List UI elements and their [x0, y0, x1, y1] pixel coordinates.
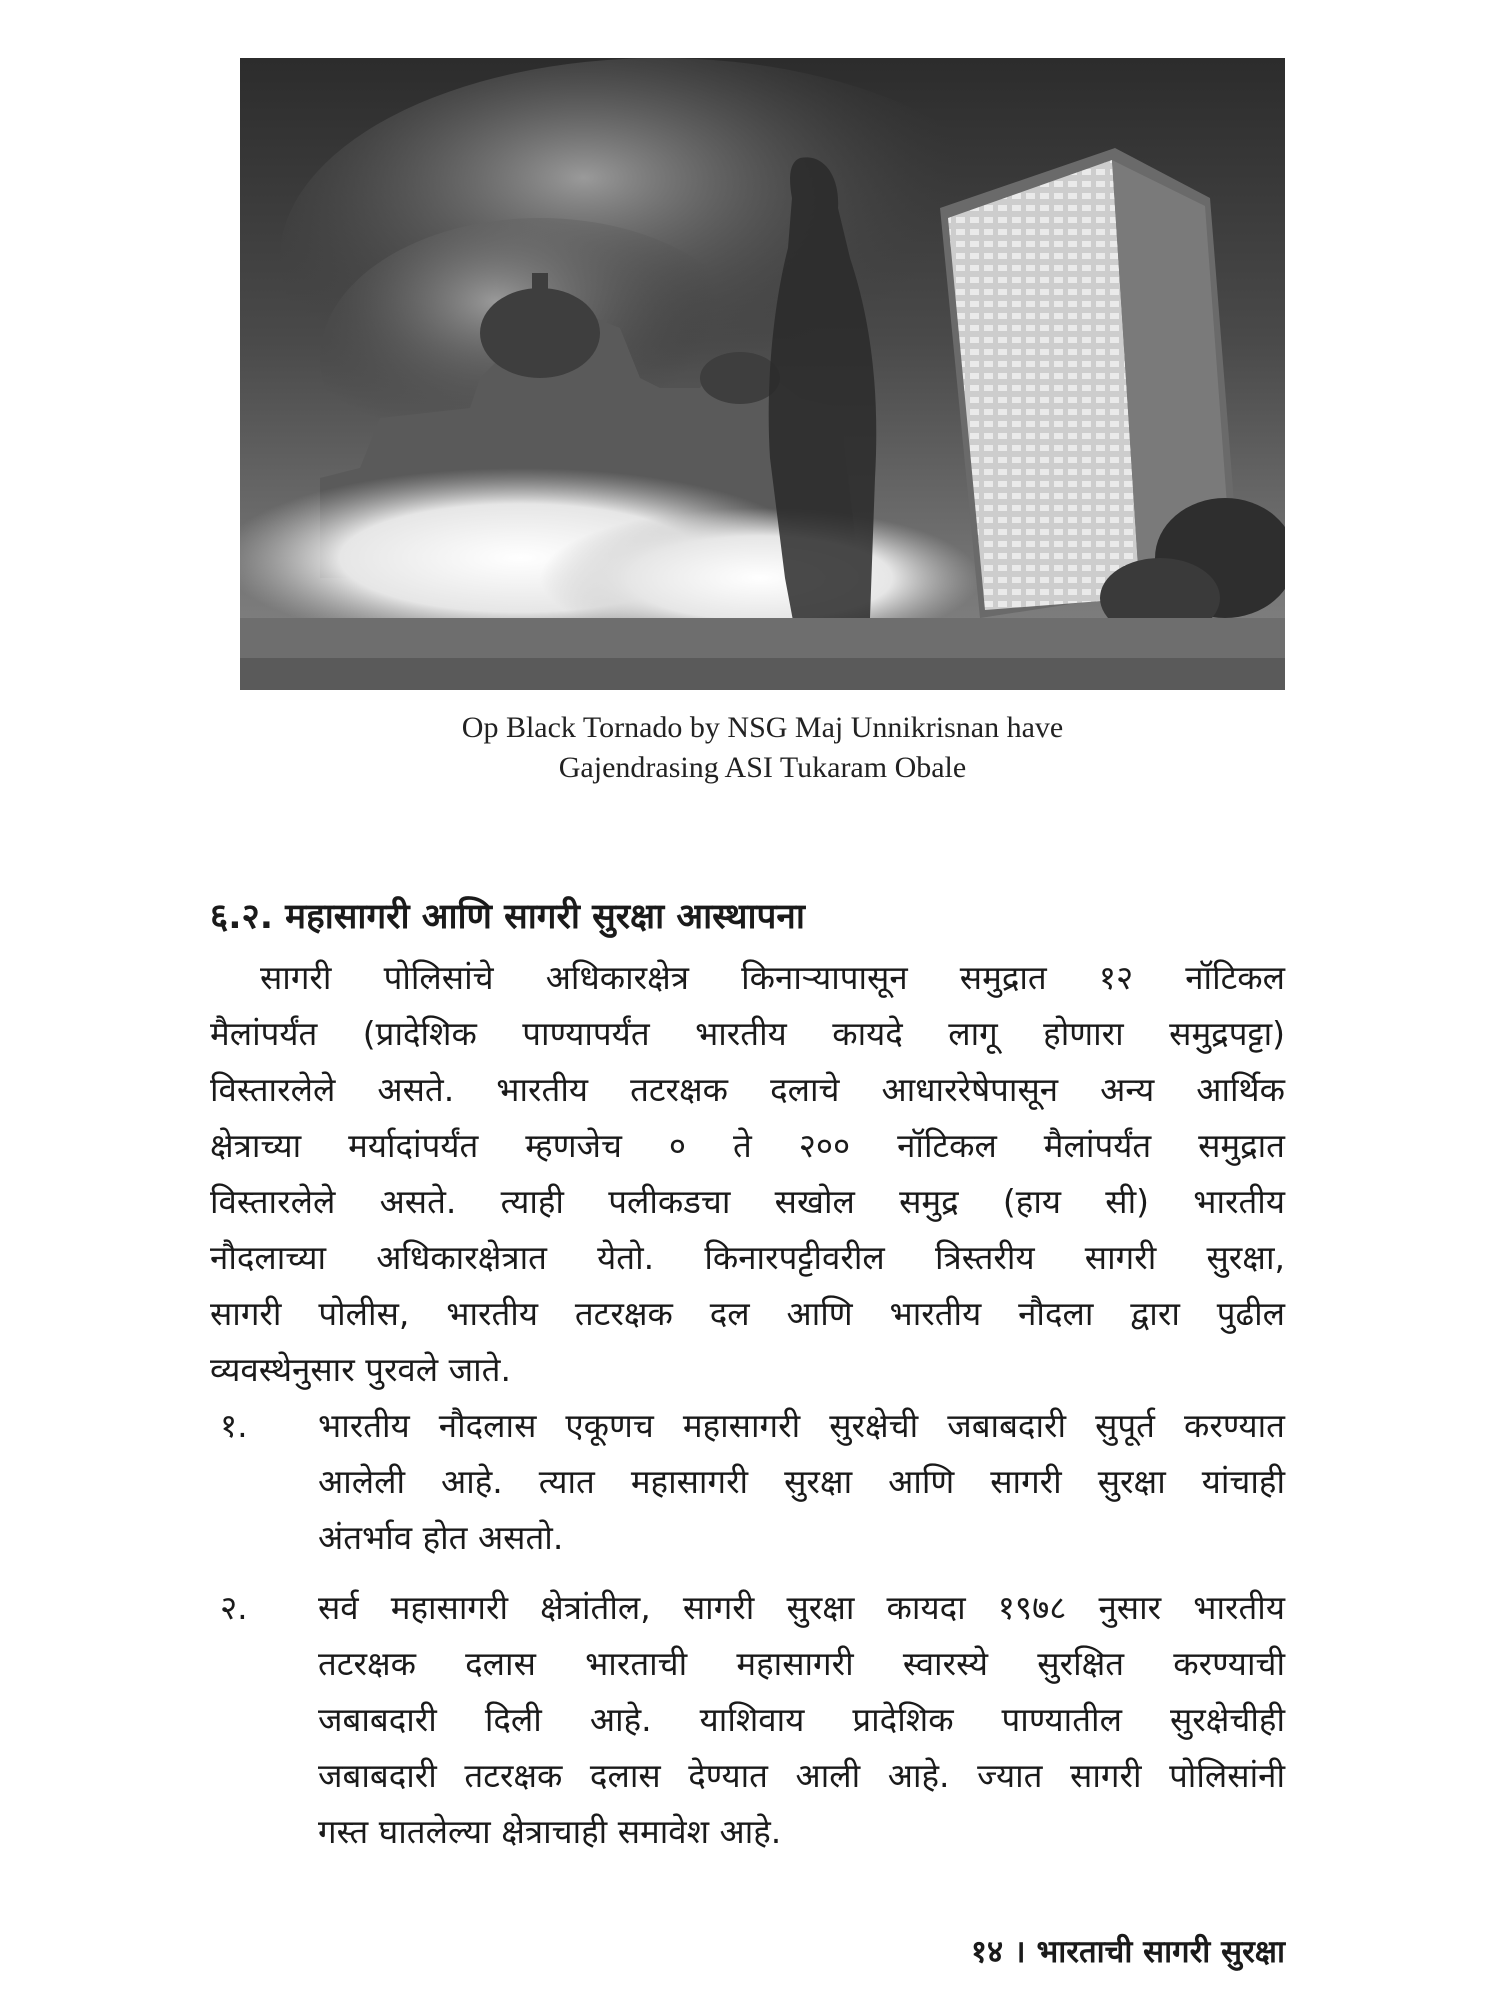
list-item-line: भारतीय नौदलास एकूणच महासागरी सुरक्षेची जबाबदारी सुपूर्त करण्यात — [318, 1406, 1285, 1445]
photo-caption-line-1: Op Black Tornado by NSG Maj Unnikrisnan have — [461, 711, 1064, 744]
list-item-line: तटरक्षक दलास भारताची महासागरी स्वारस्ये सुरक्षित करण्याची — [318, 1644, 1285, 1683]
list-item-line: आलेली आहे. त्यात महासागरी सुरक्षा आणि सागरी सुरक्षा यांचाही — [318, 1462, 1285, 1501]
paragraph-line: क्षेत्राच्या मर्यादांपर्यंत म्हणजेच ० ते २०० नॉटिकल मैलांपर्यंत समुद्रात — [210, 1126, 1285, 1165]
list-item-line: गस्त घातलेल्या क्षेत्राचाही समावेश आहे. — [318, 1812, 782, 1851]
paragraph-line: मैलांपर्यंत (प्रादेशिक पाण्यापर्यंत भारतीय कायदे लागू होणारा समुद्रपट्टा) — [210, 1014, 1285, 1053]
list-item-line: जबाबदारी तटरक्षक दलास देण्यात आली आहे. ज्यात सागरी पोलिसांनी — [318, 1756, 1285, 1795]
burning-hotel-photo — [240, 58, 1285, 690]
list-item-number: १. — [220, 1406, 248, 1445]
list-item-line: सर्व महासागरी क्षेत्रांतील, सागरी सुरक्षा कायदा १९७८ नुसार भारतीय — [318, 1588, 1285, 1627]
section-paragraph — [210, 950, 1285, 1410]
list-item — [318, 1398, 1285, 1566]
paragraph-line: विस्तारलेले असते. भारतीय तटरक्षक दलाचे आधाररेषेपासून अन्य आर्थिक — [210, 1070, 1285, 1109]
list-item-number: २. — [220, 1588, 248, 1627]
paragraph-line: सागरी पोलीस, भारतीय तटरक्षक दल आणि भारतीय नौदला द्वारा पुढील — [210, 1294, 1285, 1333]
list-item — [318, 1580, 1285, 1860]
list-item-line: अंतर्भाव होत असतो. — [318, 1518, 564, 1557]
paragraph-line: विस्तारलेले असते. त्याही पलीकडचा सखोल समुद्र (हाय सी) भारतीय — [210, 1182, 1285, 1221]
section-heading: ६.२. महासागरी आणि सागरी सुरक्षा आस्थापना — [210, 897, 805, 937]
paragraph-line: सागरी पोलिसांचे अधिकारक्षेत्र किनाऱ्यापासून समुद्रात १२ नॉटिकल — [260, 958, 1285, 997]
page-footer: १४ । भारताची सागरी सुरक्षा — [970, 1934, 1285, 1970]
paragraph-line: नौदलाच्या अधिकारक्षेत्रात येतो. किनारपट्टीवरील त्रिस्तरीय सागरी सुरक्षा, — [210, 1238, 1285, 1277]
list-item-line: जबाबदारी दिली आहे. याशिवाय प्रादेशिक पाण्यातील सुरक्षेचीही — [318, 1700, 1285, 1739]
photo-caption-line-2: Gajendrasing ASI Tukaram Obale — [558, 751, 967, 784]
paragraph-line: व्यवस्थेनुसार पुरवले जाते. — [210, 1350, 511, 1389]
news-photo — [240, 58, 1285, 690]
